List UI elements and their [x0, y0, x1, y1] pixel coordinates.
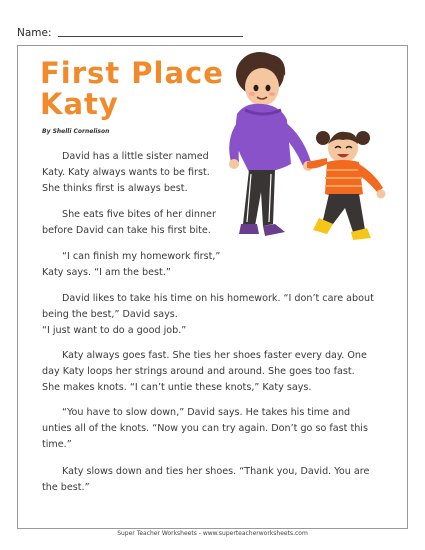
- paragraph-4-line-1: David likes to take his time on his homework. “I don’t care about: [62, 293, 374, 304]
- paragraph-2-line-2: before David can take his first bite.: [42, 225, 211, 236]
- footer-credit: Super Teacher Worksheets - www.superteacherworksheets.com: [117, 530, 308, 537]
- david-and-katy-illustration: [215, 44, 390, 260]
- paragraph-6-line-2: unties all of the knots. “Now you can try again. Don’t go so fast this: [42, 423, 368, 434]
- title-line-1: First Place: [40, 56, 224, 90]
- paragraph-6-line-3: time.”: [42, 439, 72, 450]
- story-title: [40, 58, 240, 120]
- paragraph-1-line-1: David has a little sister named: [62, 151, 209, 162]
- title-line-2: Katy: [40, 87, 119, 121]
- paragraph-7-line-1: Katy slows down and ties her shoes. “Thank you, David. You are: [62, 466, 370, 477]
- paragraph-4: [42, 291, 402, 339]
- paragraph-1-line-3: She thinks first is always best.: [42, 183, 188, 194]
- paragraph-7-line-2: the best.”: [42, 482, 90, 493]
- name-field: [17, 27, 243, 39]
- paragraph-6-line-1: “You have to slow down,” David says. He takes his time and: [62, 407, 351, 418]
- david-figure: [229, 52, 313, 236]
- author-byline: By Shelli Cornelison: [42, 128, 110, 135]
- paragraph-7: [42, 464, 402, 496]
- paragraph-3-line-1: “I can finish my homework first,”: [62, 251, 221, 262]
- paragraph-5-line-2: day Katy loops her strings around and around. She goes too fast.: [42, 366, 355, 377]
- paragraph-1: [42, 149, 232, 197]
- paragraph-4-line-2: being the best,” David says.: [42, 309, 178, 320]
- paragraph-3-line-2: Katy says. “I am the best.”: [42, 267, 171, 278]
- paragraph-3: [42, 249, 232, 281]
- katy-figure: [307, 131, 386, 240]
- paragraph-5: [42, 348, 402, 396]
- paragraph-6: [42, 405, 402, 453]
- paragraph-5-line-3: She makes knots. “I can’t untie these knots,” Katy says.: [42, 382, 312, 393]
- paragraph-2: [42, 207, 232, 239]
- paragraph-4-line-3: “I just want to do a good job.”: [42, 325, 187, 336]
- paragraph-5-line-1: Katy always goes fast. She ties her shoes faster every day. One: [62, 350, 367, 361]
- paragraph-1-line-2: Katy. Katy always wants to be first.: [42, 167, 210, 178]
- name-label: Name:: [17, 27, 52, 39]
- name-blank-line: [58, 36, 243, 37]
- paragraph-2-line-1: She eats five bites of her dinner: [62, 209, 216, 220]
